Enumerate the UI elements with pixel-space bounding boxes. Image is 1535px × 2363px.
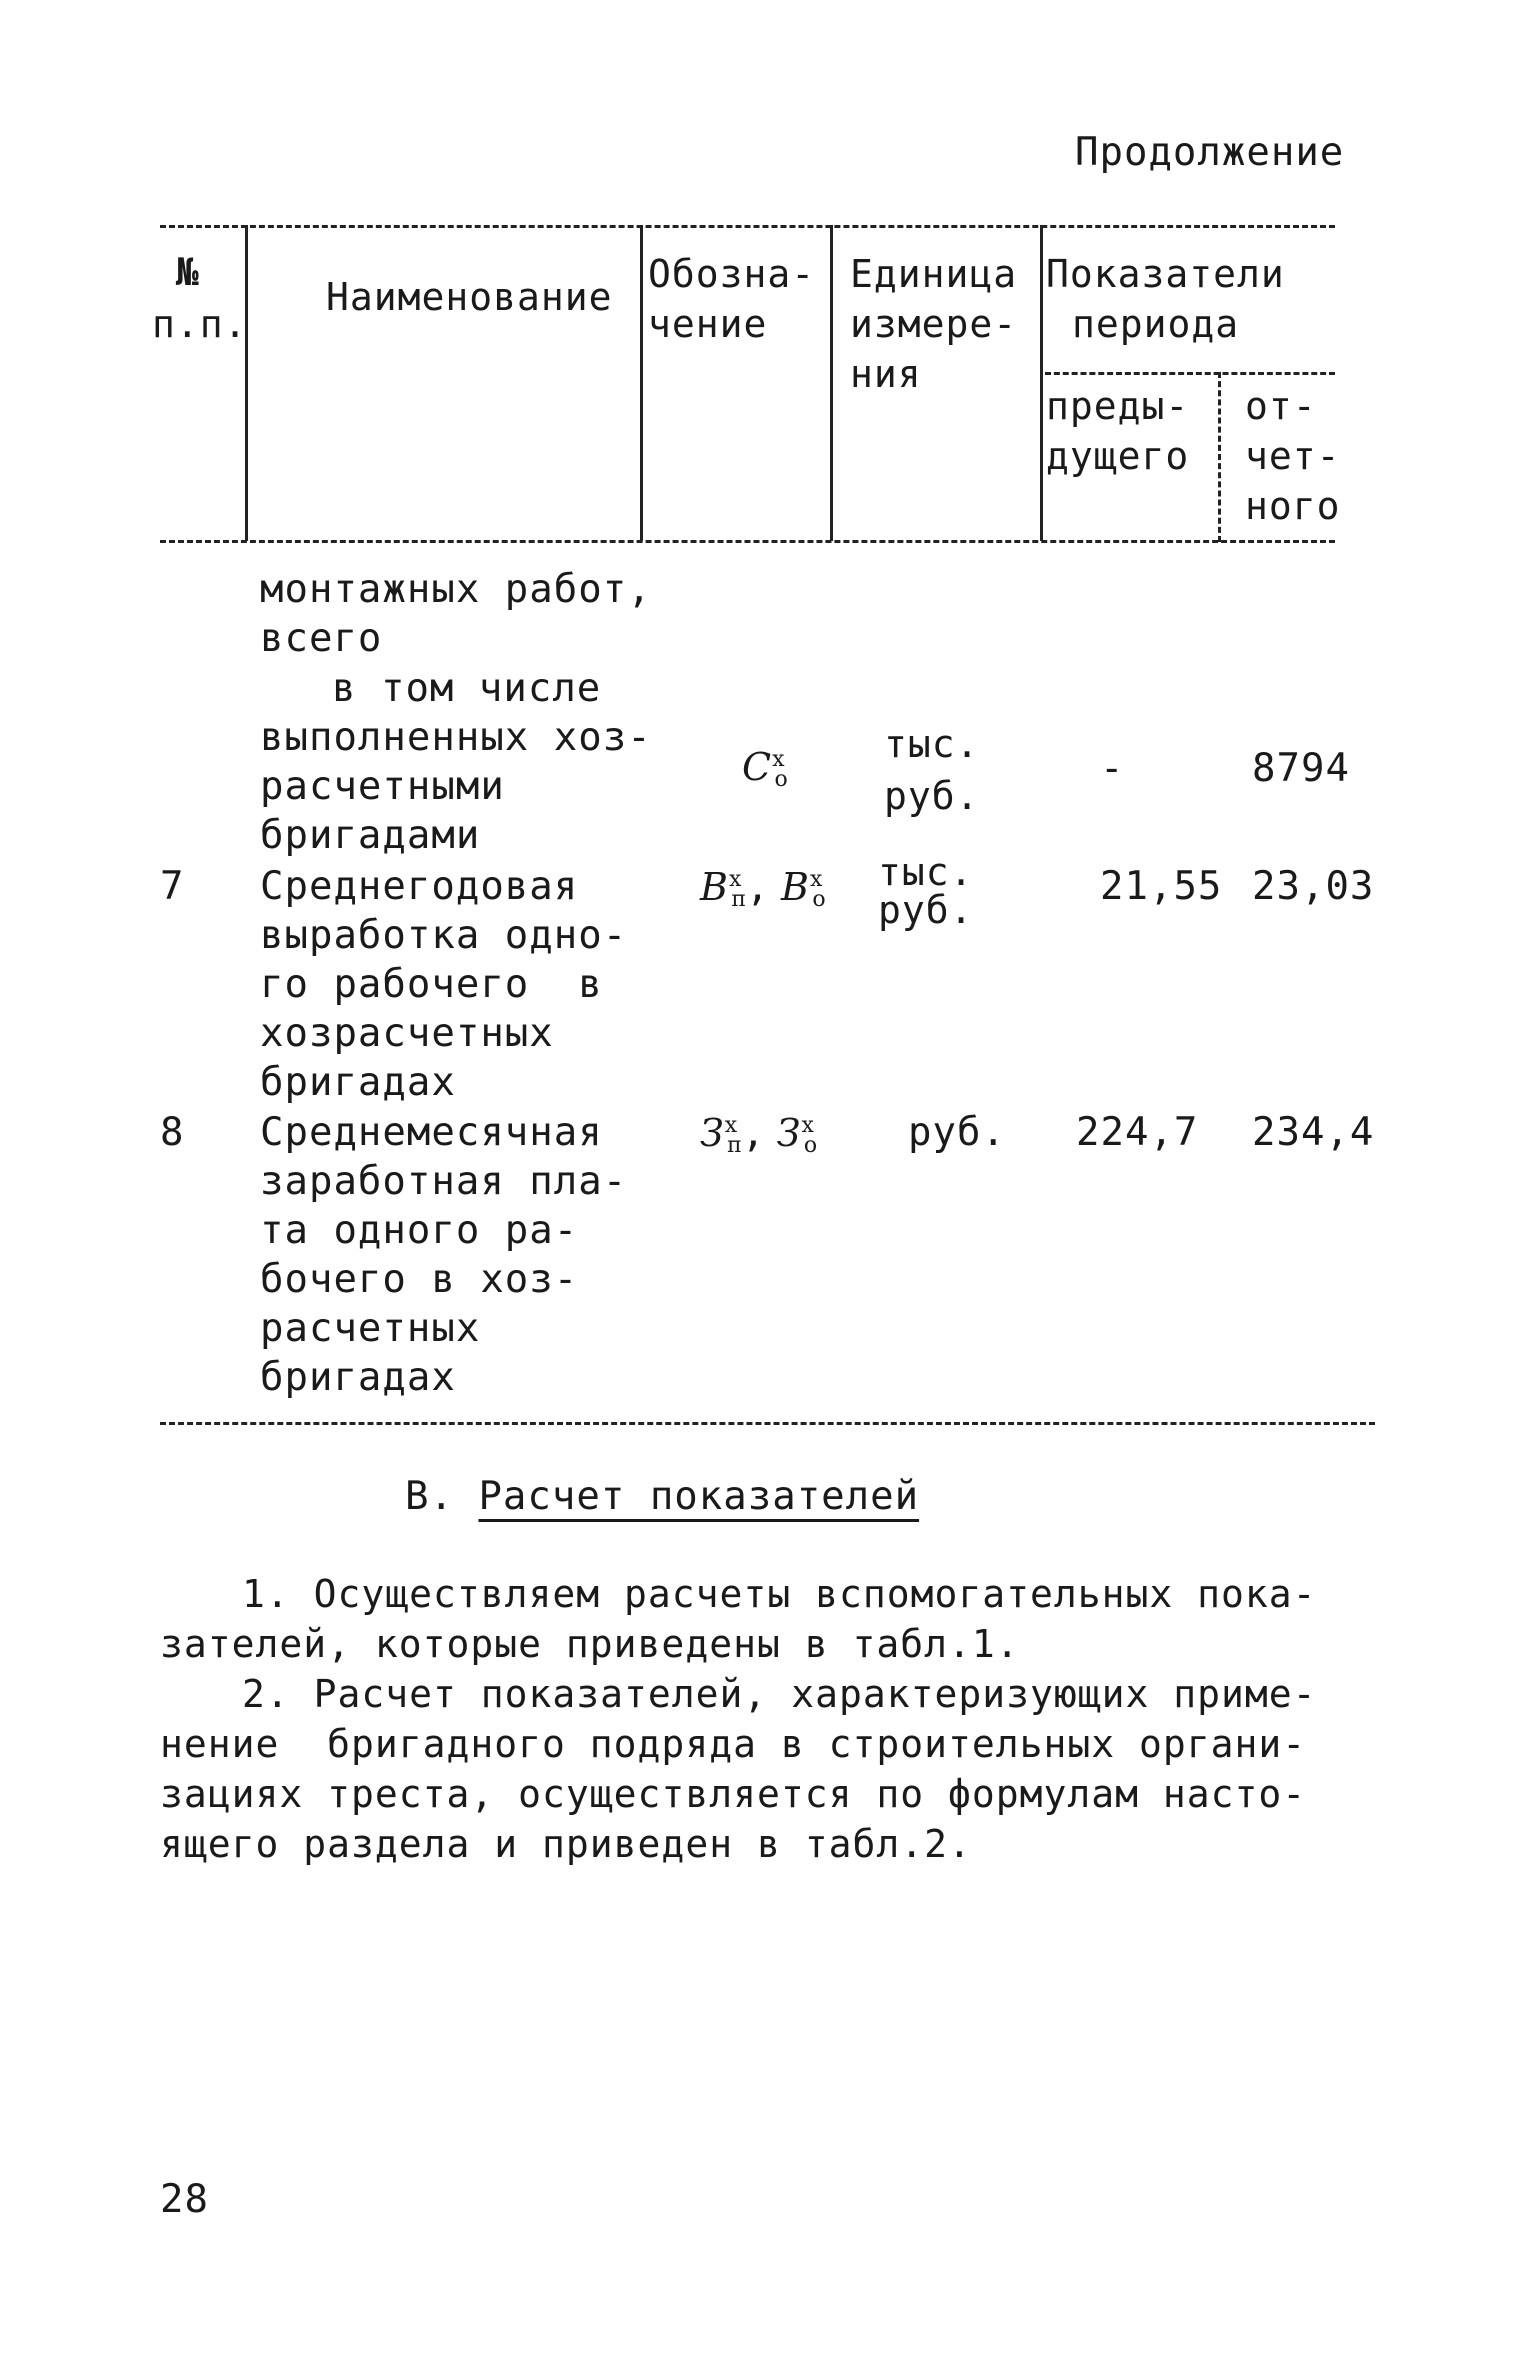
header-bottom-rule [160, 540, 1335, 543]
table-top-rule [160, 225, 1335, 228]
value-current: 23,03 [1252, 864, 1375, 909]
header-num-symbol: № [176, 250, 200, 294]
header-name: Наименование [326, 275, 613, 319]
value-previous: 21,55 [1100, 864, 1223, 909]
period-sub-rule [1045, 372, 1335, 375]
section-heading [405, 1472, 919, 1522]
page-number: 28 [160, 2177, 209, 2222]
col-divider-1 [245, 225, 248, 541]
section-letter: В. [405, 1474, 454, 1519]
col-divider-4 [1040, 225, 1043, 541]
value-current: 234,4 [1252, 1110, 1375, 1155]
row-number: 8 [160, 1110, 185, 1155]
document-page: Продолжение № п.п. Наименование Обозна- чение Единица измере- ния Показатели периода преды- дущего от- чет- ного монтажных работ, всего в том числе выполненных хоз- расчетными бригадами $С^х_о$ тыс. руб. - 8794 7 Среднегодовая выработка одно- го рабочего в хозрасчетных бригадах $В^х_п$, $В^х_о$ тыс. руб. 21,55 23,03 8 Среднемесячная заработная пла- та одного ра- бочего в хоз- расчетных бригадах $З^х_п$, $З^х_о$ руб. 224,7 234,4 В. Расчет показателей 1. Осуществляем расчеты вспомогательных пока- зателей, которые приведены в табл.1. 2. Расчет показателей, характеризующих приме- нение бригадного подряда в строительных органи- зациях треста, осуществляется по формулам насто- ящего раздела и приведен в табл.2. 28 [0, 0, 1535, 2363]
period-sub-divider [1218, 372, 1221, 542]
header-num-pp: п.п. [152, 302, 248, 346]
symbol-z-pair: $З^х_п$, $З^х_о$ [700, 1111, 818, 1158]
continuation-label: Продолжение [1075, 130, 1345, 175]
table-bottom-rule [160, 1422, 1375, 1425]
section-title: Расчет показателей [478, 1474, 920, 1519]
symbol-b-pair: $В^х_п$, $В^х_о$ [700, 865, 826, 912]
symbol-c-current: $С^х_о$ [742, 745, 788, 792]
value-previous: - [1100, 746, 1125, 791]
row-number: 7 [160, 864, 185, 909]
value-current: 8794 [1252, 746, 1350, 791]
col-divider-3 [830, 225, 833, 541]
col-divider-2 [640, 225, 643, 541]
value-previous: 224,7 [1076, 1110, 1199, 1155]
